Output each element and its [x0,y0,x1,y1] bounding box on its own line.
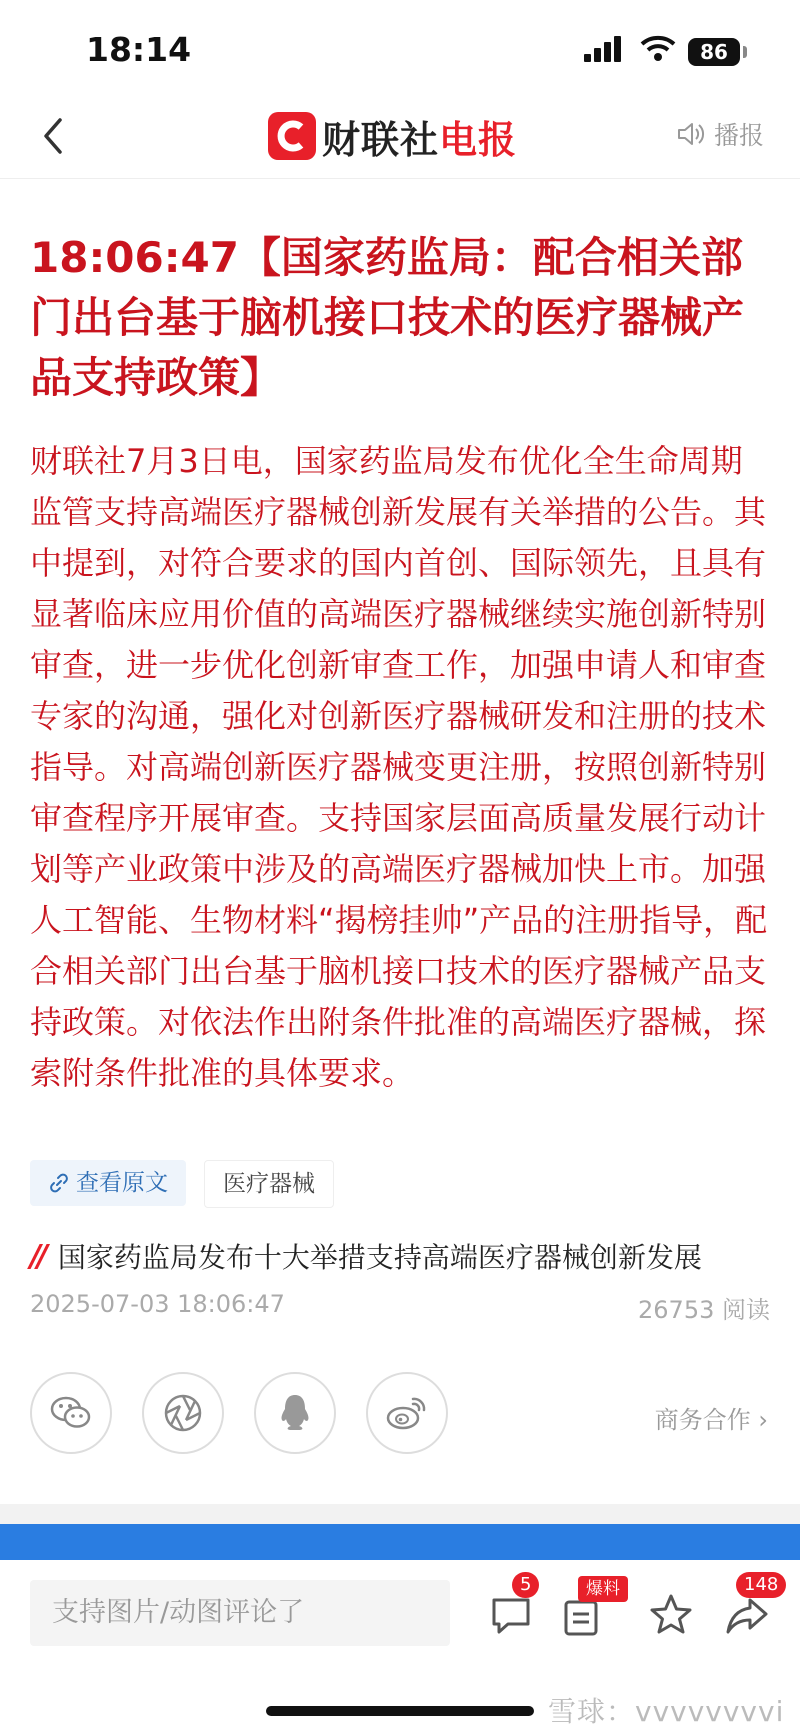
banner-strip[interactable] [0,1524,800,1560]
related-article-link[interactable] [30,1236,702,1276]
brand-name: 财联社电报 [322,117,518,162]
wifi-icon [640,34,676,62]
qq-penguin-icon [277,1392,313,1434]
cellular-signal-icon [584,36,624,62]
comment-input[interactable]: 支持图片/动图评论了 [30,1580,450,1646]
brand-logo [268,110,517,162]
article-body: 财联社7月3日电，国家药监局发布优化全生命周期监管支持高端医疗器械创新发展有关举措的公告。其中提到，对符合要求的国内首创、国际领先，且具有显著临床应用价值的高端医疗器械继续实施创新特别审查，进一步优化创新审查工作，加强申请人和审查专家的沟通，强化对创新医疗器械研发和注册的技术指导。对高端创新医疗器械变更注册，按照创新特别审查程序开展审查。支持国家层面高质量发展行动计划等产业政策中涉及的高端医疗器械加快上市。加强人工智能、生物材料“揭榜挂帅”产品的注册指导，配合相关部门出台基于脑机接口技术的医疗器械产品支持政策。对依法作出附条件批准的高端医疗器械，探索附条件批准的具体要求。 [30,442,768,1092]
view-original-link[interactable] [30,1160,186,1206]
battery-indicator: 86 [688,38,740,66]
publish-datetime: 2025-07-03 18:06:47 [30,1290,285,1318]
share-row [30,1372,478,1454]
article-meta [30,1290,770,1324]
aperture-icon [162,1392,204,1434]
watermark: 雪球：vvvvvvvvi [548,1695,785,1728]
share-qq-button[interactable] [254,1372,336,1454]
bottom-action-bar [0,1560,800,1731]
share-count-badge: 148 [736,1572,786,1598]
broadcast-label: 播报 [714,121,765,150]
baoliao-badge: 爆料 [578,1576,628,1602]
speaker-icon [676,120,706,148]
favorite-star-icon[interactable] [646,1590,696,1640]
back-arrow-icon[interactable] [34,114,74,158]
brand-logo-mark [268,112,316,160]
status-bar [0,0,800,100]
home-indicator [266,1706,534,1716]
article-headline: 18:06:47【国家药监局：配合相关部门出台基于脑机接口技术的医疗器械产品支持政策】 [30,233,745,402]
share-wechat-button[interactable] [30,1372,112,1454]
related-article-title: 国家药监局发布十大举措支持高端医疗器械创新发展 [57,1241,702,1274]
weibo-icon [385,1393,429,1433]
status-time: 18:14 [86,30,192,69]
battery-cap [743,46,747,58]
section-divider [0,1504,800,1524]
read-count: 26753 阅读 [638,1296,770,1324]
share-moments-button[interactable] [142,1372,224,1454]
business-cooperation-link[interactable]: 商务合作 › [654,1406,768,1434]
comment-count-badge: 5 [512,1572,539,1598]
share-weibo-button[interactable] [366,1372,448,1454]
topic-tag[interactable]: 医疗器械 [204,1160,334,1208]
tag-row [30,1160,352,1208]
link-icon [48,1172,70,1194]
broadcast-button[interactable] [676,116,764,152]
double-slash-icon: // [30,1238,44,1274]
wechat-icon [49,1393,93,1433]
view-original-label: 查看原文 [76,1170,168,1196]
top-nav-bar [0,100,800,179]
